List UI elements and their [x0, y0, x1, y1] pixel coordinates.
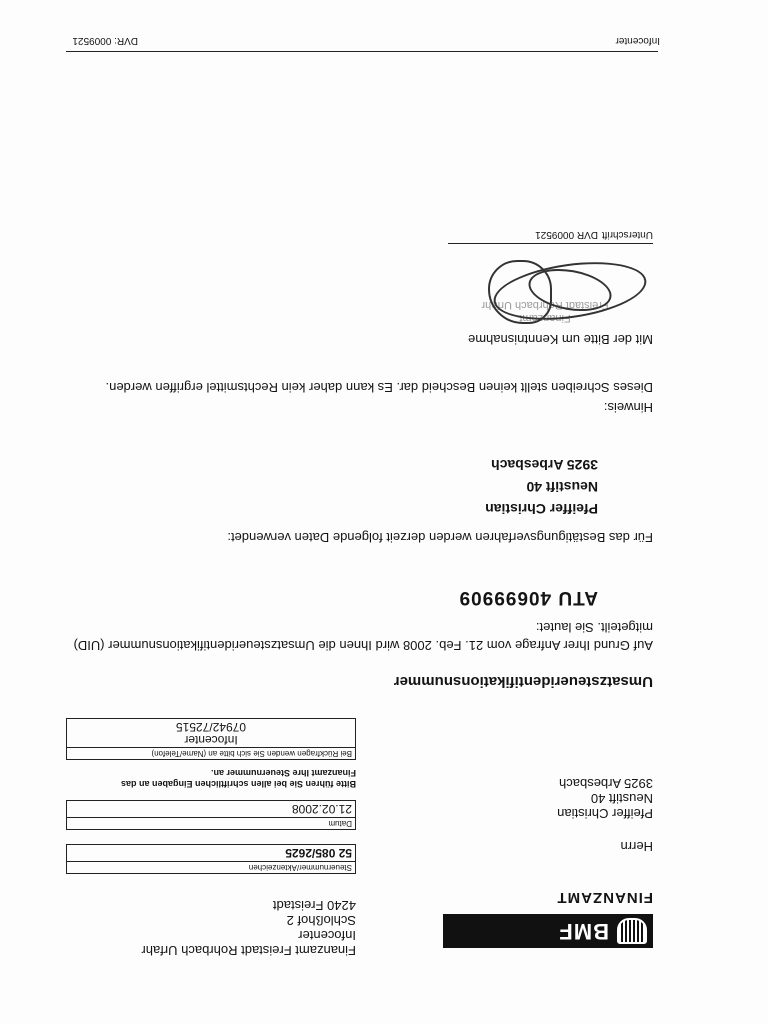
signature-stamp: Finanzamt Freistadt Rohrbach Urfahr [481, 299, 609, 324]
tax-number-note: Bitte führen Sie bei allen schriftlichen Eingaben an das Finanzamt Ihre Steuernummer an. [120, 768, 356, 789]
closing-text: Mit der Bitte um Kenntnisnahme [468, 332, 653, 347]
bmf-logo [443, 914, 653, 948]
signature-line [448, 243, 653, 244]
recipient-block: Herrn Pfeiffer Christian Neustift 40 3925 Arbesbach [557, 776, 653, 854]
office-address: Finanzamt Freistadt Rohrbach Urfahr Infocenter Schloßhof 2 4240 Freistadt [141, 898, 356, 958]
footer-right: DVR: 0009521 [72, 35, 138, 46]
uid-paragraph: Auf Grund Ihrer Anfrage vom 21. Feb. 2008 wird Ihnen die Umsatzsteueridentifikationsnummer (UID) mitgeteilt. Sie lautet: [73, 620, 653, 653]
salutation: Herrn [620, 839, 653, 854]
contact-box: Bei Rückfragen wenden Sie sich bitte an (Name/Telefon) Infocenter 07942/72515 [66, 718, 356, 760]
signature-label: Unterschrift [601, 229, 653, 240]
registered-data: Pfeiffer Christian Neustift 40 3925 Arbesbach [485, 457, 598, 517]
brand-name: FINANZAMT [556, 889, 653, 906]
document-title: Umsatzsteueridentifikationsnummer [393, 673, 653, 690]
hint-label: Hinweis: [603, 400, 653, 415]
footer-rule [66, 51, 658, 52]
signature-scribble [447, 248, 652, 328]
date-box: Datum 21.02.2008 [66, 800, 356, 830]
uid-number: ATU 40699909 [458, 587, 598, 608]
footer-left: Infocenter [615, 35, 660, 46]
logo-text: BMF [558, 919, 609, 944]
signature-dvr: DVR 0009521 [535, 229, 598, 240]
data-paragraph: Für das Bestätigungsverfahren werden derzeit folgende Daten verwendet: [227, 530, 653, 545]
tax-number-box: Steuernummer/Aktenzeichen 52 085/2625 [66, 844, 356, 874]
bmf-crest-icon [617, 918, 647, 944]
hint-text: Dieses Schreiben stellt keinen Bescheid dar. Es kann daher kein Rechtsmittel ergriffen werden. [105, 380, 653, 395]
